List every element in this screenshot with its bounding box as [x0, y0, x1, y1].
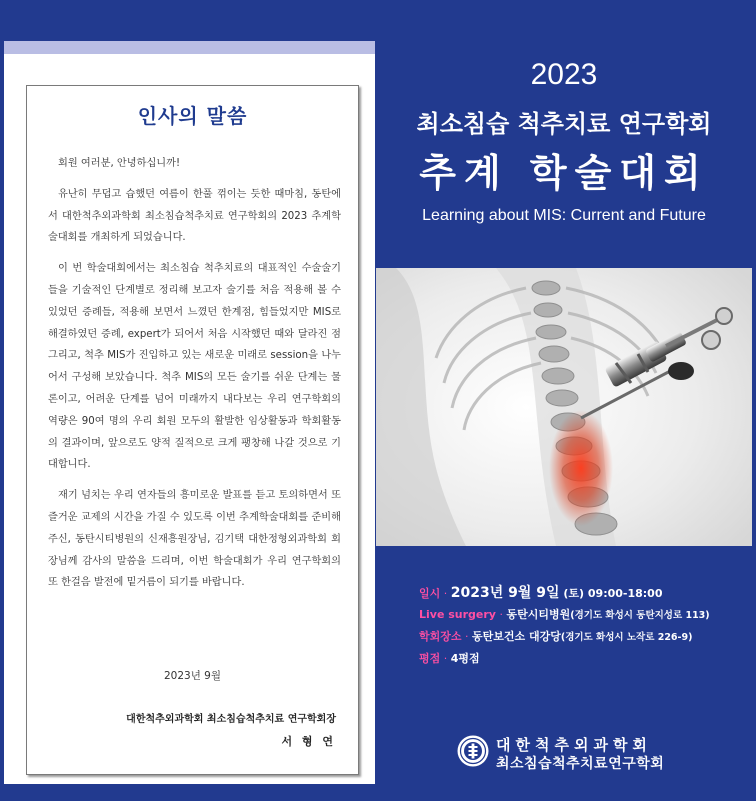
cover-year: 2023 [530, 58, 598, 91]
venue-value: 동탄보건소 대강당 [472, 630, 561, 643]
cover-english-title: Learning about MIS: Current and Future [422, 207, 706, 224]
cover-subtitle: 최소침습 척추치료 연구학회 [416, 110, 712, 138]
info-live-row [419, 604, 749, 626]
venue-address: (경기도 화성시 노작로 226-9) [560, 632, 693, 643]
venue-label: 학회장소 [419, 630, 462, 643]
letter-paragraph: 재기 넘치는 우리 연자들의 흥미로운 발표를 듣고 토의하면서 또 즐거운 교제의 시간을 가질 수 있도록 이번 추계학술대회를 준비해 주신, 동탄시티병원의 신재흥원장님, 김기택 대한정형외과학회 회장님께 감사의 말씀을 드리며, 이번 학술대회가 우리 연구학회의 또 한걸음 발전에 밑거름이 되기를 바랍니다. [48, 490, 341, 589]
separator: · [461, 630, 473, 643]
cover-panel [376, 4, 752, 797]
info-credit-row [419, 648, 749, 670]
letter-title: 인사의 말씀 [137, 104, 248, 128]
live-surgery-value: 동탄시티병원 [506, 608, 571, 621]
letter-paragraph: 회원 여러분, 안녕하십니까! [58, 158, 181, 169]
spine-endoscope-illustration [376, 268, 752, 546]
letter-paragraph: 유난히 무덥고 습했던 여름이 한풀 꺾이는 듯한 때마침, 동탄에서 대한척추외과학회 최소침습척추치료 연구학회의 2023 추계학술대회를 개최하게 되었습니다. [48, 188, 341, 244]
organization-block [456, 732, 736, 776]
credit-label: 평점 [419, 652, 441, 665]
live-surgery-address: (경기도 화성시 동탄지성로 113) [570, 610, 710, 621]
credit-value: 4평점 [450, 652, 480, 665]
letter-signature: 서 형 연 [281, 735, 336, 748]
cover-title: 추계 학술대회 [419, 151, 709, 195]
letter-body [48, 153, 341, 603]
date-time: (토) 09:00-18:00 [559, 587, 663, 600]
letter-paper [4, 54, 375, 784]
letter-org: 대한척추외과학회 최소침습척추치료 연구학회장 [126, 714, 336, 725]
info-date-row [419, 582, 749, 604]
live-surgery-label: Live surgery [419, 608, 496, 621]
date-label: 일시 [419, 587, 441, 600]
greeting-panel [4, 4, 375, 797]
separator: · [440, 652, 451, 665]
accent-stripe [4, 41, 375, 54]
separator: · [440, 587, 451, 600]
info-venue-row [419, 626, 749, 648]
letter-frame [26, 85, 359, 775]
separator: · [495, 608, 507, 621]
society-seal-icon [456, 734, 490, 768]
event-info [419, 582, 749, 670]
letter-date: 2023년 9월 [163, 670, 222, 682]
letter-paragraph: 이 번 학술대회에서는 최소침습 척추치료의 대표적인 수술술기들을 기술적인 단계별로 정리해 보고자 술기를 처음 적용해 볼 수 있었던 증례들, 적용해 보면서 느꼈던 한계점, 힘들었지만 MIS로 해결하였던 증례, expert가 되어서 처음 시작했던 때와 달라진 점 그리고, 척추 MIS가 진입하고 있는 새로운 미래로 session을 나누어서 구성해 보았습니다. 척추 MIS의 모든 술기를 쉬운 단계는 물론이고, 어려운 단계를 넘어 미래까지 내다보는 우리 연구학회의 역량은 90여 명의 우리 회원 모두의 활발한 임상활동과 학회활동의 결과이며, 앞으로도 양적 질적으로 크게 팽창해 나갈 것으로 기대합니다. [48, 263, 341, 471]
organization-subname: 최소침습척추치료연구학회 [496, 756, 665, 772]
date-value: 2023년 9월 9일 [450, 585, 560, 601]
organization-name: 대한척추외과학회 [496, 736, 652, 754]
